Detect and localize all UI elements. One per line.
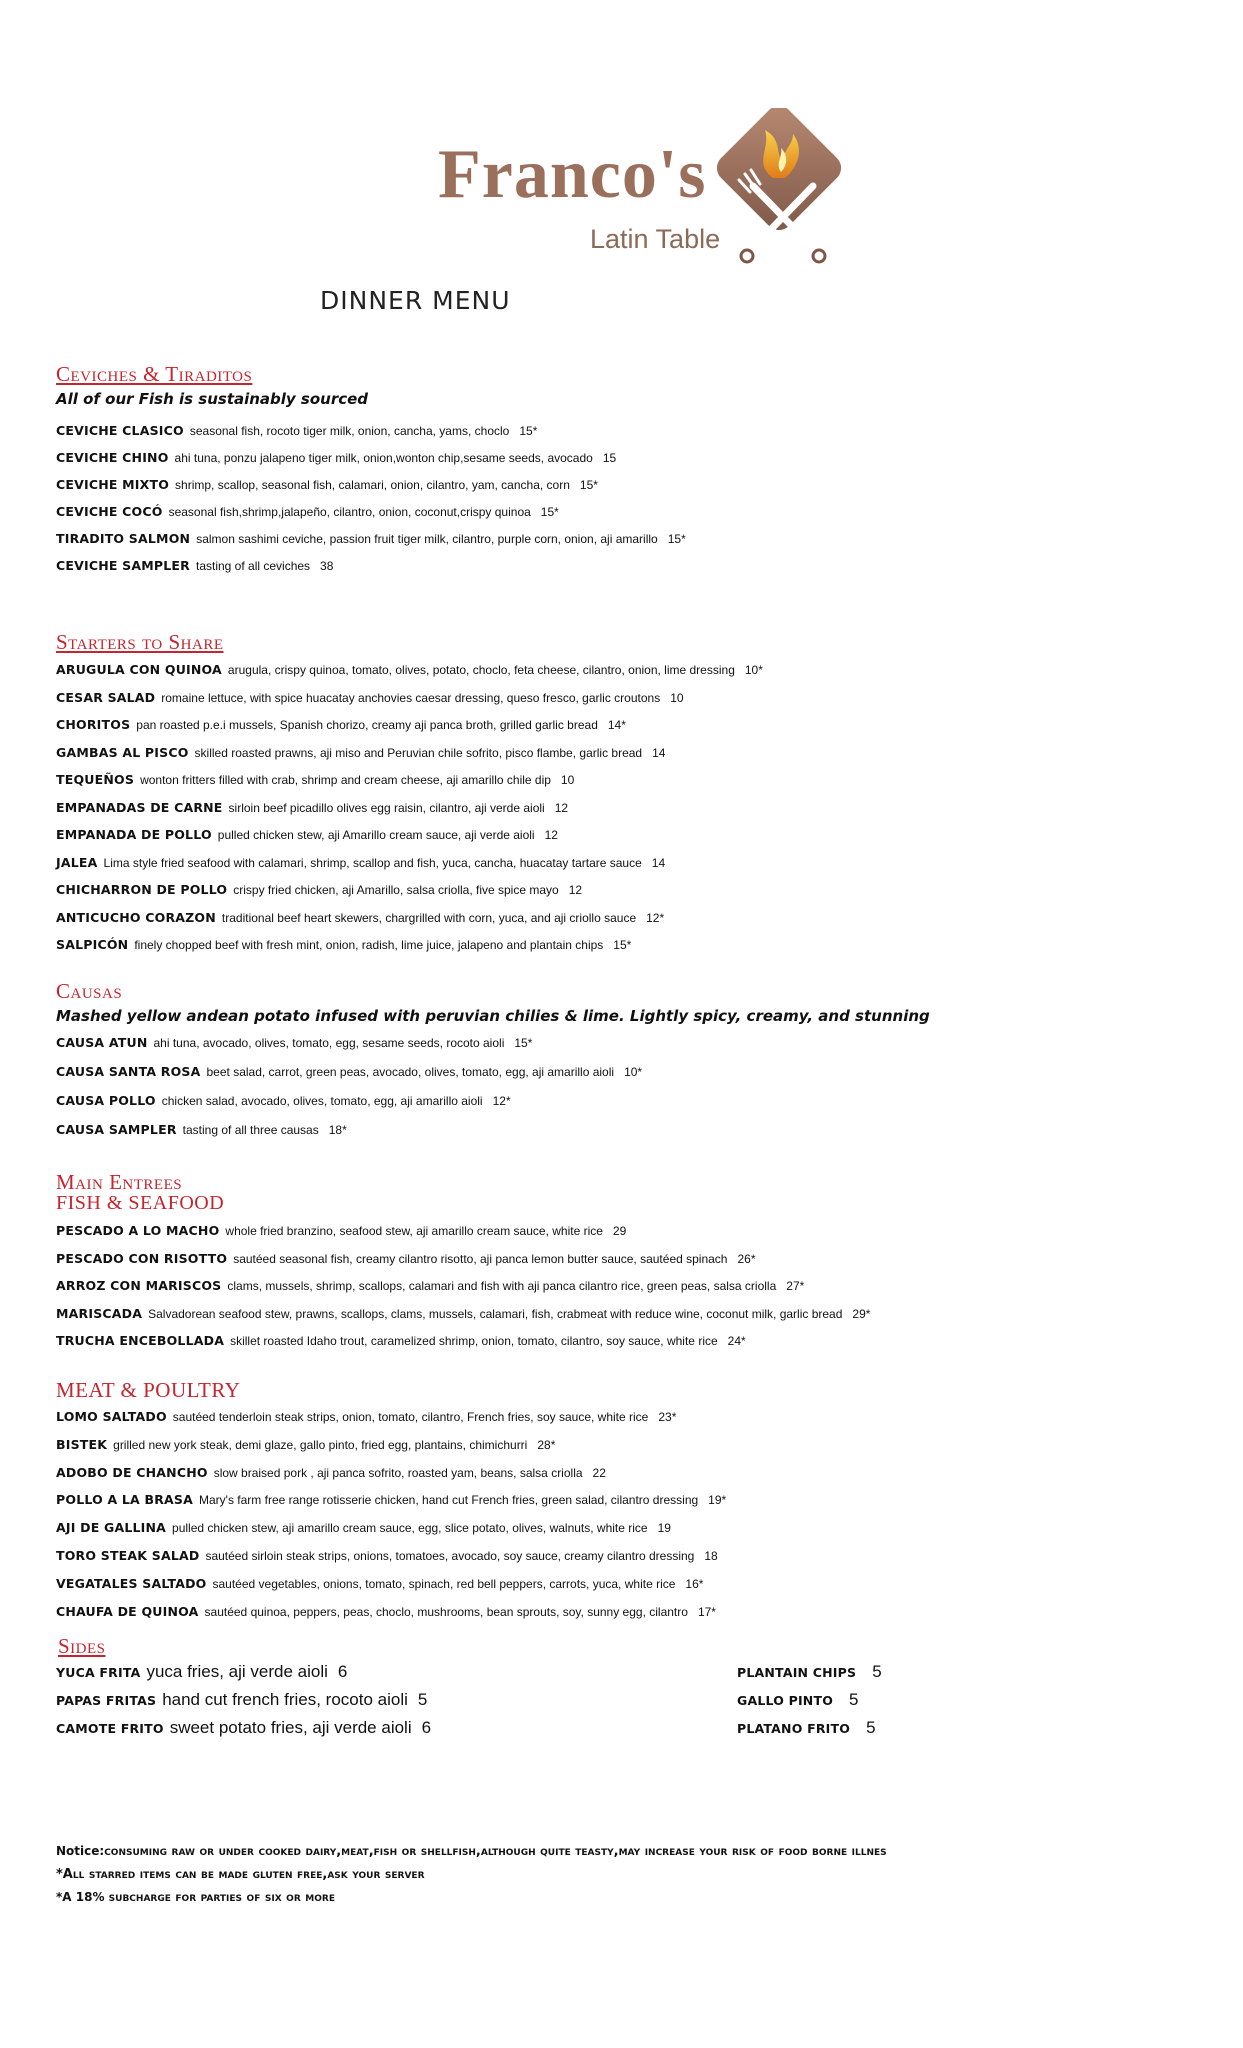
item-name: CEVICHE COCÓ bbox=[56, 504, 163, 519]
item-price: 12 bbox=[568, 883, 583, 897]
item-description: finely chopped beef with fresh mint, onion, radish, lime juice, jalapeno and plantain chips bbox=[134, 938, 604, 952]
item-name: CEVICHE SAMPLER bbox=[56, 558, 190, 573]
section-causas bbox=[56, 981, 1226, 1144]
item-name: TEQUEÑOS bbox=[56, 772, 135, 787]
item-name: EMPANADAS DE CARNE bbox=[56, 799, 223, 815]
item-name: CEVICHE MIXTO bbox=[56, 477, 170, 492]
item-description: beet salad, carrot, green peas, avocado, olives, tomato, egg, aji amarillo aioli bbox=[206, 1065, 615, 1079]
section-sides bbox=[58, 1636, 1228, 1657]
menu-item bbox=[56, 931, 1226, 959]
notice-line-gluten: *All starred items can be made gluten free,ask your server bbox=[56, 1867, 425, 1882]
notice-subcharge-rate: *A 18% bbox=[56, 1890, 105, 1904]
item-description: shrimp, scallop, seasonal fish, calamari, onion, cilantro, yam, cancha, corn bbox=[175, 478, 570, 492]
item-price: 14* bbox=[607, 718, 626, 732]
brand-logo bbox=[438, 108, 858, 268]
item-description: yuca fries, aji verde aioli bbox=[146, 1662, 328, 1681]
menu-item bbox=[56, 1057, 1226, 1086]
brand-subtitle: Latin Table bbox=[590, 224, 721, 254]
item-name: TRUCHA ENCEBOLLADA bbox=[56, 1333, 225, 1348]
item-description: pulled chicken stew, aji Amarillo cream sauce, aji verde aioli bbox=[217, 828, 535, 842]
item-price: 18 bbox=[704, 1548, 718, 1563]
item-price: 26* bbox=[737, 1251, 756, 1266]
item-description: romaine lettuce, with spice huacatay anchovies caesar dressing, queso fresco, garlic croutons bbox=[161, 690, 661, 705]
item-price: 15* bbox=[613, 938, 632, 952]
item-price: 15 bbox=[602, 451, 617, 465]
item-price: 12 bbox=[544, 828, 558, 842]
menu-item bbox=[56, 1598, 1226, 1626]
item-description: crispy fried chicken, aji Amarillo, salsa criolla, five spice mayo bbox=[233, 883, 559, 897]
item-name: CHAUFA DE QUINOA bbox=[56, 1603, 199, 1619]
section-subtitle: FISH & SEAFOOD bbox=[56, 1192, 225, 1214]
menu-item bbox=[56, 1686, 431, 1714]
item-description: ahi tuna, ponzu jalapeno tiger milk, onion,wonton chip,sesame seeds, avocado bbox=[174, 451, 593, 465]
item-description: sautéed quinoa, peppers, peas, choclo, mushrooms, bean sprouts, soy, sunny egg, cilantro bbox=[204, 1604, 688, 1619]
menu-item bbox=[56, 417, 1226, 444]
item-list bbox=[56, 417, 1226, 579]
item-list bbox=[56, 1403, 1226, 1625]
item-description: sautéed seasonal fish, creamy cilantro risotto, aji panca lemon butter sauce, sautéed spinach bbox=[233, 1251, 728, 1266]
menu-item bbox=[56, 1658, 431, 1686]
notice-line-raw-food bbox=[56, 1840, 887, 1863]
menu-item bbox=[56, 821, 1226, 849]
item-price: 15* bbox=[667, 532, 686, 546]
item-price: 10 bbox=[670, 690, 684, 705]
menu-item bbox=[56, 1245, 1226, 1273]
menu-item bbox=[56, 739, 1226, 767]
item-name: TORO STEAK SALAD bbox=[56, 1547, 200, 1563]
menu-item bbox=[56, 1486, 1226, 1514]
menu-item bbox=[56, 1028, 1226, 1057]
item-name: CAMOTE FRITO bbox=[56, 1721, 164, 1736]
brand-name: Franco's bbox=[438, 136, 707, 213]
item-price: 14 bbox=[651, 855, 666, 870]
menu-item bbox=[737, 1658, 882, 1686]
menu-item bbox=[56, 1459, 1226, 1487]
item-name: LOMO SALTADO bbox=[56, 1409, 167, 1424]
notice-text: consuming raw or under cooked dairy,meat,fish or shellfish,although quite teasty,may increase your risk of food borne illnes bbox=[104, 1844, 887, 1859]
item-description: tasting of all three causas bbox=[182, 1123, 319, 1137]
item-description: pulled chicken stew, aji amarillo cream sauce, egg, slice potato, olives, walnuts, white rice bbox=[172, 1521, 648, 1536]
sides-right-list bbox=[737, 1658, 882, 1742]
item-price: 6 bbox=[421, 1718, 432, 1737]
menu-item bbox=[56, 498, 1226, 525]
notice-label: Notice: bbox=[56, 1844, 105, 1858]
item-price: 12 bbox=[554, 800, 569, 815]
item-description: sweet potato fries, aji verde aioli bbox=[169, 1718, 412, 1737]
menu-item bbox=[56, 1714, 431, 1742]
section-title: Starters to Share bbox=[56, 630, 224, 654]
item-price: 18* bbox=[328, 1123, 347, 1137]
item-price: 17* bbox=[697, 1604, 716, 1619]
item-name: CAUSA SAMPLER bbox=[56, 1122, 177, 1137]
item-name: JALEA bbox=[56, 854, 98, 870]
item-name: CAUSA POLLO bbox=[56, 1093, 156, 1108]
item-name: ARUGULA CON QUINOA bbox=[56, 662, 222, 677]
item-description: hand cut french fries, rocoto aioli bbox=[162, 1690, 408, 1709]
notice-text: subcharge for parties of six or more bbox=[108, 1890, 335, 1905]
item-price: 15* bbox=[540, 505, 559, 519]
menu-item bbox=[56, 876, 1226, 904]
section-tagline: Mashed yellow andean potato infused with peruvian chilies & lime. Lightly spicy, creamy, and stunning bbox=[56, 1007, 930, 1025]
item-description: wonton fritters filled with crab, shrimp and cream cheese, aji amarillo chile dip bbox=[140, 773, 551, 787]
menu-title: DINNER MENU bbox=[320, 286, 511, 315]
item-name: VEGATALES SALTADO bbox=[56, 1575, 207, 1591]
sides-left-list bbox=[56, 1658, 431, 1742]
item-description: chicken salad, avocado, olives, tomato, egg, aji amarillo aioli bbox=[161, 1094, 483, 1108]
menu-item bbox=[56, 1570, 1226, 1598]
item-list bbox=[56, 1028, 1226, 1144]
item-name: PLANTAIN CHIPS bbox=[737, 1665, 857, 1680]
menu-item bbox=[56, 1514, 1226, 1542]
section-starters bbox=[56, 632, 1226, 959]
menu-item bbox=[56, 711, 1226, 739]
item-price: 16* bbox=[685, 1576, 704, 1591]
item-name: POLLO A LA BRASA bbox=[56, 1492, 193, 1508]
item-name: GALLO PINTO bbox=[737, 1693, 834, 1708]
item-name: PLATANO FRITO bbox=[737, 1721, 851, 1736]
item-description: skillet roasted Idaho trout, caramelized shrimp, onion, tomato, cilantro, soy sauce, white rice bbox=[230, 1334, 718, 1348]
menu-item bbox=[56, 471, 1226, 498]
section-tagline: All of our Fish is sustainably sourced bbox=[56, 390, 369, 408]
item-name: AJI DE GALLINA bbox=[56, 1520, 167, 1536]
menu-item bbox=[56, 552, 1226, 579]
item-description: salmon sashimi ceviche, passion fruit tiger milk, cilantro, purple corn, onion, aji amarillo bbox=[196, 532, 658, 546]
item-name: ARROZ CON MARISCOS bbox=[56, 1278, 222, 1293]
item-description: Lima style fried seafood with calamari, shrimp, scallop and fish, yuca, cancha, huacatay tartare sauce bbox=[103, 855, 642, 870]
item-name: PESCADO CON RISOTTO bbox=[56, 1250, 228, 1266]
item-price: 10* bbox=[624, 1065, 643, 1079]
item-name: CAUSA SANTA ROSA bbox=[56, 1064, 201, 1079]
menu-item bbox=[56, 794, 1226, 822]
item-name: TIRADITO SALMON bbox=[56, 531, 191, 546]
item-name: CAUSA ATUN bbox=[56, 1035, 148, 1050]
item-name: CEVICHE CLASICO bbox=[56, 423, 184, 438]
item-name: CESAR SALAD bbox=[56, 689, 156, 705]
item-description: Salvadorean seafood stew, prawns, scallops, clams, mussels, calamari, fish, crabmeat with reduce wine, coconut milk, garlic bread bbox=[148, 1306, 843, 1321]
item-price: 6 bbox=[337, 1662, 348, 1681]
notice-line-subcharge bbox=[56, 1886, 887, 1909]
item-price: 5 bbox=[849, 1690, 859, 1709]
menu-item bbox=[56, 849, 1226, 877]
item-description: whole fried branzino, seafood stew, aji amarillo cream sauce, white rice bbox=[225, 1224, 603, 1238]
item-price: 19* bbox=[708, 1493, 727, 1508]
menu-item bbox=[56, 1327, 1226, 1355]
item-price: 22 bbox=[592, 1465, 606, 1480]
item-price: 19 bbox=[657, 1521, 671, 1536]
item-price: 12* bbox=[492, 1094, 511, 1108]
item-price: 15* bbox=[579, 478, 598, 492]
menu-item bbox=[56, 656, 1226, 684]
fork-knife-flame-icon bbox=[713, 108, 859, 268]
item-list bbox=[56, 1217, 1226, 1355]
item-description: seasonal fish,shrimp,jalapeño, cilantro, onion, coconut,crispy quinoa bbox=[168, 505, 531, 519]
item-price: 12* bbox=[646, 910, 665, 925]
item-price: 29* bbox=[852, 1306, 871, 1321]
menu-item bbox=[56, 1217, 1226, 1245]
item-price: 10 bbox=[560, 773, 575, 787]
menu-item bbox=[737, 1714, 882, 1742]
menu-item bbox=[56, 904, 1226, 932]
menu-item bbox=[56, 1542, 1226, 1570]
item-price: 15* bbox=[519, 424, 538, 438]
item-description: sautéed sirloin steak strips, onions, tomatoes, avocado, soy sauce, creamy cilantro dressing bbox=[205, 1548, 695, 1563]
section-ceviches bbox=[56, 364, 1226, 579]
item-description: Mary's farm free range rotisserie chicken, hand cut French fries, green salad, cilantro dressing bbox=[198, 1493, 699, 1508]
item-price: 5 bbox=[872, 1662, 882, 1681]
item-description: grilled new york steak, demi glaze, gallo pinto, fried egg, plantains, chimichurri bbox=[113, 1437, 528, 1452]
item-price: 23* bbox=[658, 1410, 677, 1424]
item-name: SALPICÓN bbox=[56, 937, 129, 952]
item-name: CEVICHE CHINO bbox=[56, 450, 169, 465]
item-name: YUCA FRITA bbox=[56, 1665, 141, 1680]
section-title: Sides bbox=[58, 1634, 106, 1658]
menu-item bbox=[56, 1115, 1226, 1144]
section-title: Main Entrees bbox=[56, 1170, 183, 1194]
menu-item bbox=[737, 1686, 882, 1714]
item-description: ahi tuna, avocado, olives, tomato, egg, sesame seeds, rocoto aioli bbox=[153, 1036, 505, 1050]
item-name: ADOBO DE CHANCHO bbox=[56, 1464, 208, 1480]
item-description: clams, mussels, shrimp, scallops, calamari and fish with aji panca cilantro rice, green peas, salsa criolla bbox=[227, 1279, 777, 1293]
menu-item bbox=[56, 766, 1226, 794]
item-description: slow braised pork , aji panca sofrito, roasted yam, beans, salsa criolla bbox=[213, 1465, 583, 1480]
item-description: sautéed tenderloin steak strips, onion, tomato, cilantro, French fries, soy sauce, white rice bbox=[172, 1410, 649, 1424]
item-price: 10* bbox=[744, 663, 763, 677]
item-price: 5 bbox=[417, 1690, 428, 1709]
item-name: PAPAS FRITAS bbox=[56, 1693, 157, 1708]
item-description: pan roasted p.e.i mussels, Spanish chorizo, creamy aji panca broth, grilled garlic bread bbox=[136, 718, 598, 732]
menu-item bbox=[56, 525, 1226, 552]
item-name: BISTEK bbox=[56, 1436, 108, 1452]
section-title: Causas bbox=[56, 979, 123, 1003]
item-price: 24* bbox=[727, 1334, 746, 1348]
item-name: ANTICUCHO CORAZON bbox=[56, 909, 216, 925]
section-title: MEAT & POULTRY bbox=[56, 1378, 241, 1402]
item-name: EMPANADA DE POLLO bbox=[56, 827, 212, 842]
item-description: sirloin beef picadillo olives egg raisin, cilantro, aji verde aioli bbox=[228, 800, 545, 815]
item-list bbox=[56, 656, 1226, 959]
item-description: tasting of all ceviches bbox=[195, 559, 311, 573]
section-meat-poultry bbox=[56, 1380, 1226, 1625]
item-description: arugula, crispy quinoa, tomato, olives, potato, choclo, feta cheese, cilantro, onion, lime dressing bbox=[227, 663, 735, 677]
notice-block bbox=[56, 1840, 887, 1909]
item-name: GAMBAS AL PISCO bbox=[56, 744, 189, 760]
item-name: PESCADO A LO MACHO bbox=[56, 1223, 220, 1238]
item-price: 14 bbox=[652, 745, 666, 760]
menu-item bbox=[56, 1272, 1226, 1300]
item-name: CHORITOS bbox=[56, 717, 131, 732]
menu-item bbox=[56, 444, 1226, 471]
menu-item bbox=[56, 1431, 1226, 1459]
item-description: skilled roasted prawns, aji miso and Peruvian chile sofrito, pisco flambe, garlic bread bbox=[194, 745, 643, 760]
item-description: sautéed vegetables, onions, tomato, spinach, red bell peppers, carrots, yuca, white rice bbox=[212, 1576, 676, 1591]
item-price: 5 bbox=[866, 1718, 876, 1737]
menu-item bbox=[56, 684, 1226, 712]
item-price: 15* bbox=[514, 1036, 533, 1050]
item-description: traditional beef heart skewers, chargrilled with corn, yuca, and aji criollo sauce bbox=[221, 910, 637, 925]
section-main-entrees bbox=[56, 1172, 1226, 1355]
section-title: Ceviches & Tiraditos bbox=[56, 362, 253, 386]
item-name: CHICHARRON DE POLLO bbox=[56, 882, 228, 897]
item-price: 28* bbox=[537, 1437, 556, 1452]
item-name: MARISCADA bbox=[56, 1305, 143, 1321]
menu-item bbox=[56, 1086, 1226, 1115]
item-description: seasonal fish, rocoto tiger milk, onion, cancha, yams, choclo bbox=[189, 424, 510, 438]
item-price: 27* bbox=[786, 1279, 805, 1293]
item-price: 29 bbox=[612, 1224, 627, 1238]
menu-item bbox=[56, 1403, 1226, 1431]
item-price: 38 bbox=[320, 559, 334, 573]
menu-item bbox=[56, 1300, 1226, 1328]
